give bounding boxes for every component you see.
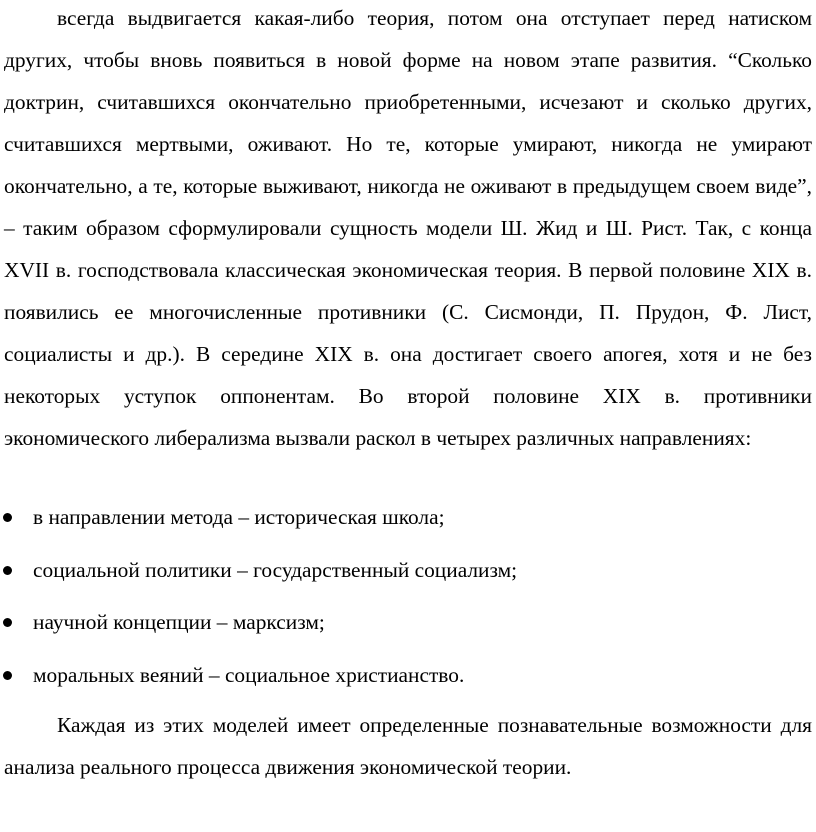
bullet-text: научной концепции – марксизм;: [33, 610, 325, 634]
bullet-dot-icon: [3, 566, 12, 575]
bullet-item: [0, 654, 816, 707]
bullet-dot-icon: [3, 618, 12, 627]
bullet-list: [0, 496, 816, 706]
bullet-text: в направлении метода – историческая школа;: [33, 505, 445, 529]
bullet-dot-icon: [3, 513, 12, 522]
body-paragraph: всегда выдвигается какая-либо теория, потом она отступает перед натиском других, чтобы вновь появиться в новой форме на новом этапе развития. “Сколько доктрин, считавшихся окончательно приобретенными, исчезают и сколько других, считавшихся мертвыми, оживают. Но те, которые умирают, никогда не умирают окончательно, а те, которые выживают, никогда не оживают в предыдущем своем виде”, – таким образом сформулировали сущность модели Ш. Жид и Ш. Рист. Так, с конца XVII в. господствовала классическая экономическая теория. В первой половине XIX в. появились ее многочисленные противники (С. Сисмонди, П. Прудон, Ф. Лист, социалисты и др.). В середине XIX в. она достигает своего апогея, хотя и не без некоторых уступок оппонентам. Во второй половине XIX в. противники экономического либерализма вызвали раскол в четырех различных направлениях:: [4, 6, 812, 450]
bullet-item: [0, 496, 816, 549]
closing-paragraph: Каждая из этих моделей имеет определенные познавательные возможности для анализа реального процесса движения экономической теории.: [4, 713, 812, 779]
bullet-text: моральных веяний – социальное христианство.: [33, 662, 465, 687]
bullet-text: социальной политики – государственный социализм;: [33, 557, 518, 582]
bullet-dot-icon: [3, 671, 12, 680]
bullet-item: [0, 549, 816, 602]
bullet-item: [0, 601, 816, 654]
